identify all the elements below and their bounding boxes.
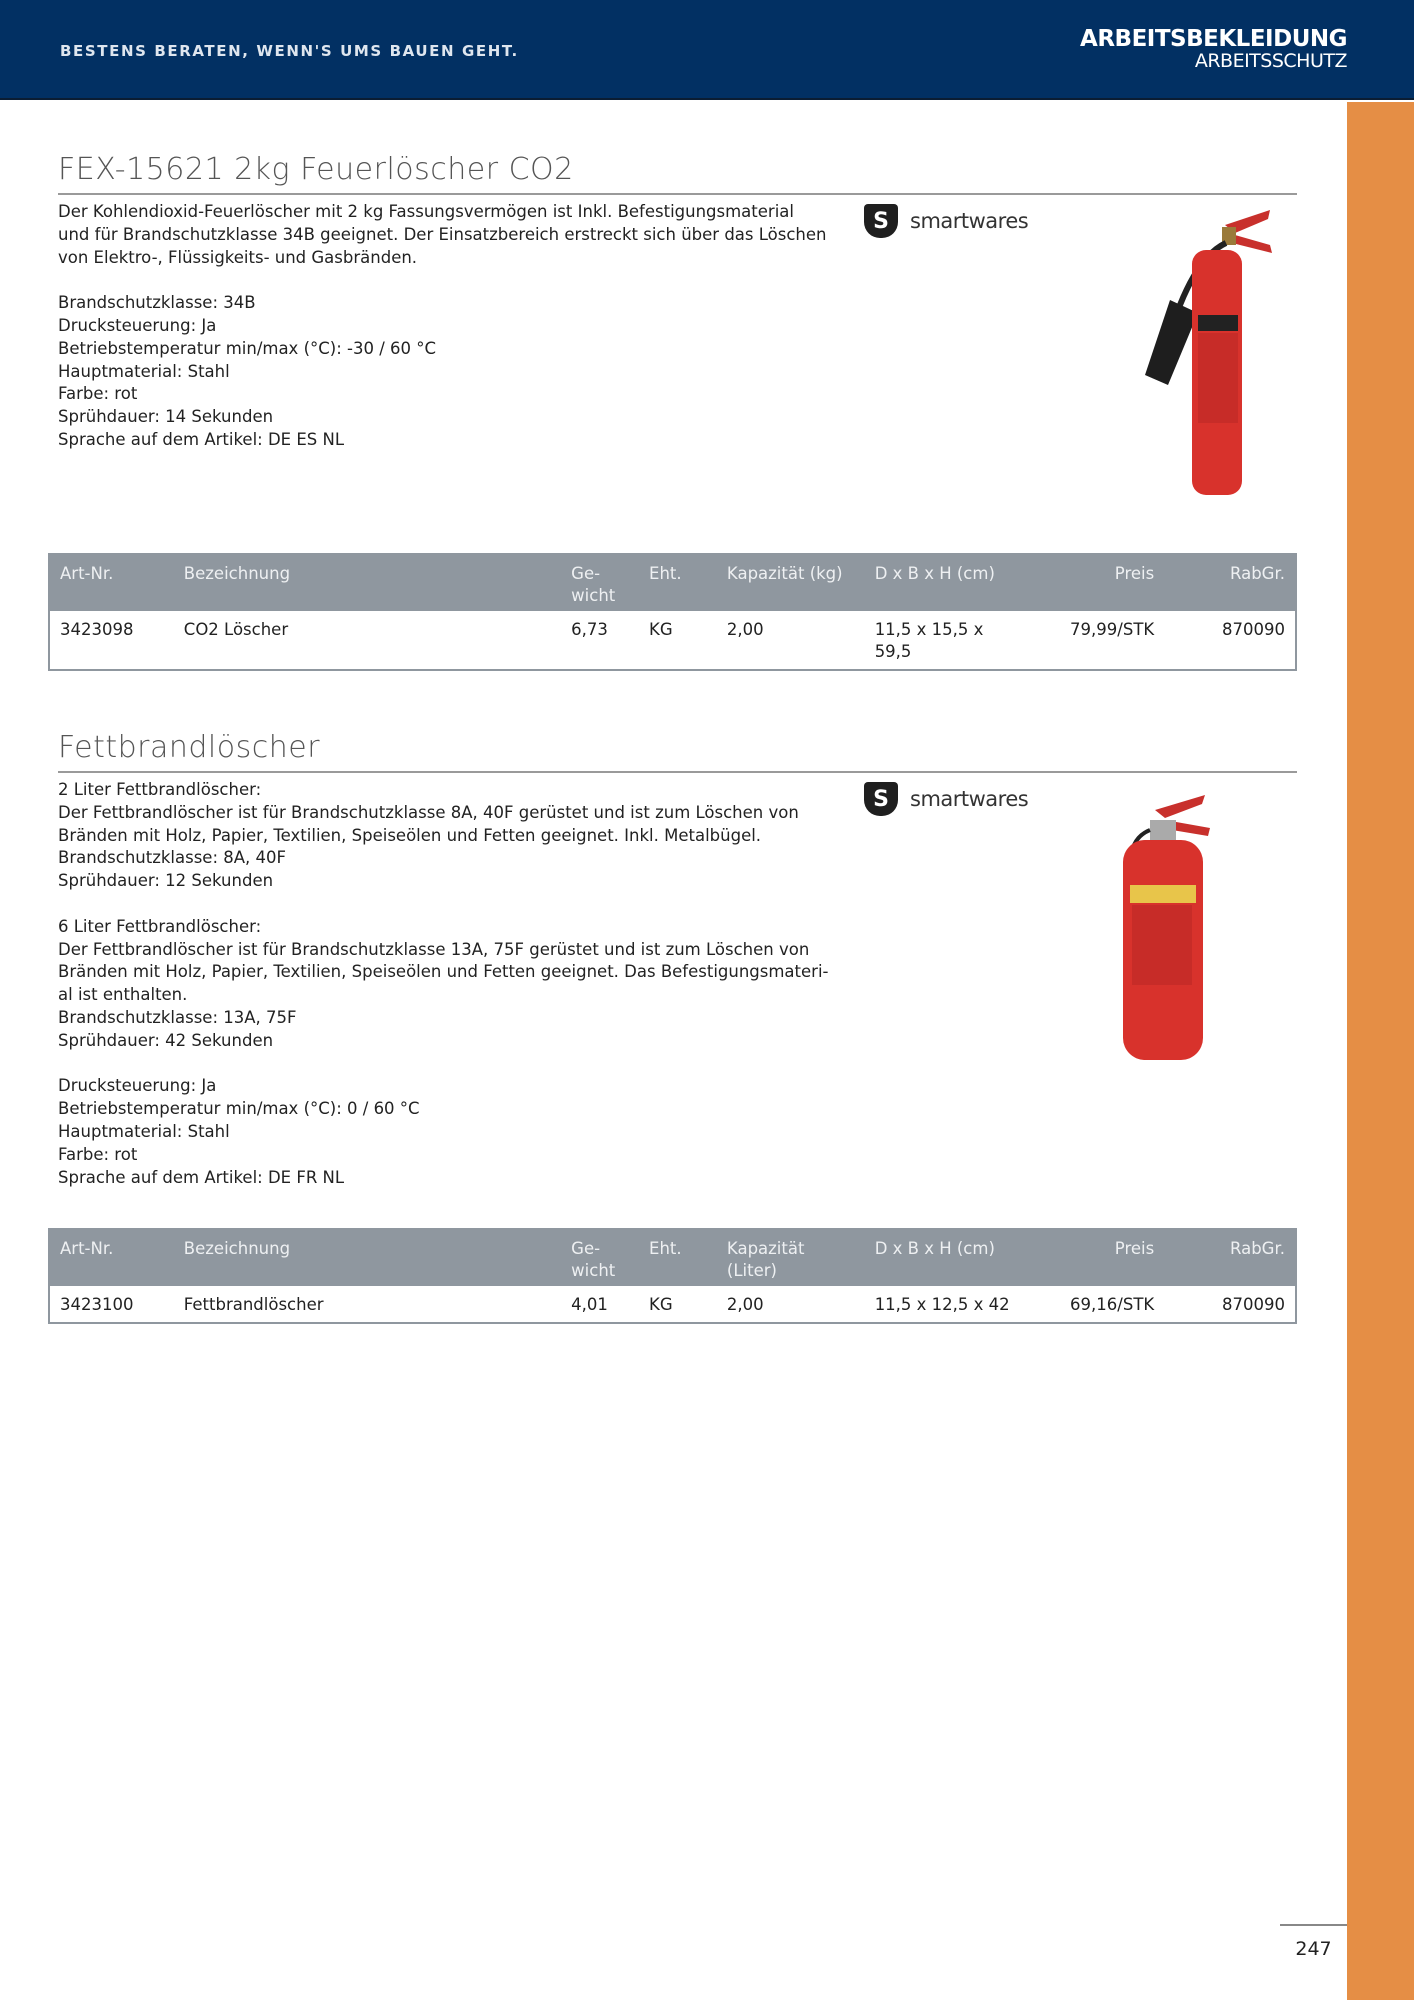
- brand-name: smartwares: [910, 209, 1029, 233]
- brand-name: smartwares: [910, 787, 1029, 811]
- fat-fire-extinguisher-image: [1110, 790, 1220, 1070]
- column-header: Preis: [1114, 564, 1155, 583]
- product-title: FEX-15621 2kg Feuerlöscher CO2: [58, 152, 574, 187]
- cell-bezeichnung: CO2 Löscher: [183, 620, 289, 639]
- page-header: [0, 0, 1414, 100]
- cell-rabgr: 870090: [1222, 1295, 1285, 1314]
- column-header: Kapazität (kg): [726, 564, 843, 583]
- column-header: Ge- wicht: [571, 1239, 616, 1280]
- page-number: 247: [1280, 1924, 1347, 1960]
- brand-logo: [864, 204, 1028, 238]
- cell-dimensions: 11,5 x 12,5 x 42: [874, 1295, 1010, 1314]
- cell-preis: 69,16/STK: [1070, 1295, 1155, 1314]
- slogan: BESTENS BERATEN, WENN'S UMS BAUEN GEHT.: [60, 42, 519, 60]
- table-header-row: [50, 1228, 1295, 1286]
- column-header: D x B x H (cm): [874, 1239, 995, 1258]
- table-row: [50, 611, 1295, 669]
- column-header: Art-Nr.: [60, 564, 114, 583]
- subcategory: ARBEITSSCHUTZ: [1194, 50, 1347, 72]
- column-header: RabGr.: [1230, 564, 1285, 583]
- column-header: Kapazität (Liter): [726, 1239, 805, 1280]
- product-table: [48, 553, 1297, 671]
- column-header: Ge- wicht: [571, 564, 616, 605]
- product-title: Fettbrandlöscher: [58, 730, 321, 765]
- cell-gewicht: 6,73: [571, 620, 608, 639]
- category-label: [1080, 26, 1347, 72]
- divider: [58, 193, 1297, 195]
- cell-kapazitaet: 2,00: [726, 1295, 764, 1314]
- column-header: Bezeichnung: [183, 1239, 291, 1258]
- cell-rabgr: 870090: [1222, 620, 1285, 639]
- column-header: Bezeichnung: [183, 564, 291, 583]
- column-header: Preis: [1114, 1239, 1155, 1258]
- column-header: Eht.: [649, 1239, 682, 1258]
- co2-extinguisher-image: [1140, 205, 1280, 497]
- product-description: 2 Liter Fettbrandlöscher: Der Fettbrandlöscher ist für Brandschutzklasse 8A, 40F gerüstet und ist zum Löschen von Bränden mit Holz, Papier, Textilien, Speiseölen und Fetten geeignet. Inkl. Metalbügel. Brandschutzklasse: 8A, 40F Sprühdauer: 12 Sekunden 6 Liter Fettbrandlöscher: Der Fettbrandlöscher ist für Brandschutzklasse 13A, 75F gerüstet und ist zum Löschen von Bränden mit Holz, Papier, Textilien, Speiseölen und Fetten geeignet. Das Befestigungsmateri- al ist enthalten. Brandschutzklasse: 13A, 75F Sprühdauer: 42 Sekunden Drucksteuerung: Ja Betriebstemperatur min/max (°C): 0 / 60 °C Hauptmaterial: Stahl Farbe: rot Sprache auf dem Artikel: DE FR NL: [58, 780, 829, 1187]
- cell-eht: KG: [649, 620, 673, 639]
- smartwares-logo-icon: S: [864, 204, 898, 238]
- product-table: [48, 1228, 1297, 1324]
- brand-logo: [864, 782, 1028, 816]
- cell-eht: KG: [649, 1295, 673, 1314]
- cell-art-nr: 3423100: [60, 1295, 134, 1314]
- cell-kapazitaet: 2,00: [726, 620, 764, 639]
- side-accent-bar: [1347, 102, 1414, 2000]
- cell-gewicht: 4,01: [571, 1295, 608, 1314]
- product-description: Der Kohlendioxid-Feuerlöscher mit 2 kg Fassungsvermögen ist Inkl. Befestigungsmaterial und für Brandschutzklasse 34B geeignet. Der Einsatzbereich erstreckt sich über das Löschen von Elektro-, Flüssigkeits- und Gasbränden. Brandschutzklasse: 34B Drucksteuerung: Ja Betriebstemperatur min/max (°C): -30 / 60 °C Hauptmaterial: Stahl Farbe: rot Sprühdauer: 14 Sekunden Sprache auf dem Artikel: DE ES NL: [58, 202, 827, 449]
- column-header: Art-Nr.: [60, 1239, 114, 1258]
- column-header: Eht.: [649, 564, 682, 583]
- smartwares-logo-icon: S: [864, 782, 898, 816]
- column-header: RabGr.: [1230, 1239, 1285, 1258]
- cell-bezeichnung: Fettbrandlöscher: [183, 1295, 324, 1314]
- column-header: D x B x H (cm): [874, 564, 995, 583]
- cell-art-nr: 3423098: [60, 620, 134, 639]
- category: ARBEITSBEKLEIDUNG: [1080, 26, 1347, 52]
- divider: [58, 771, 1297, 773]
- cell-preis: 79,99/STK: [1070, 620, 1155, 639]
- table-row: [50, 1286, 1295, 1322]
- cell-dimensions: 11,5 x 15,5 x 59,5: [874, 620, 984, 661]
- table-header-row: [50, 553, 1295, 611]
